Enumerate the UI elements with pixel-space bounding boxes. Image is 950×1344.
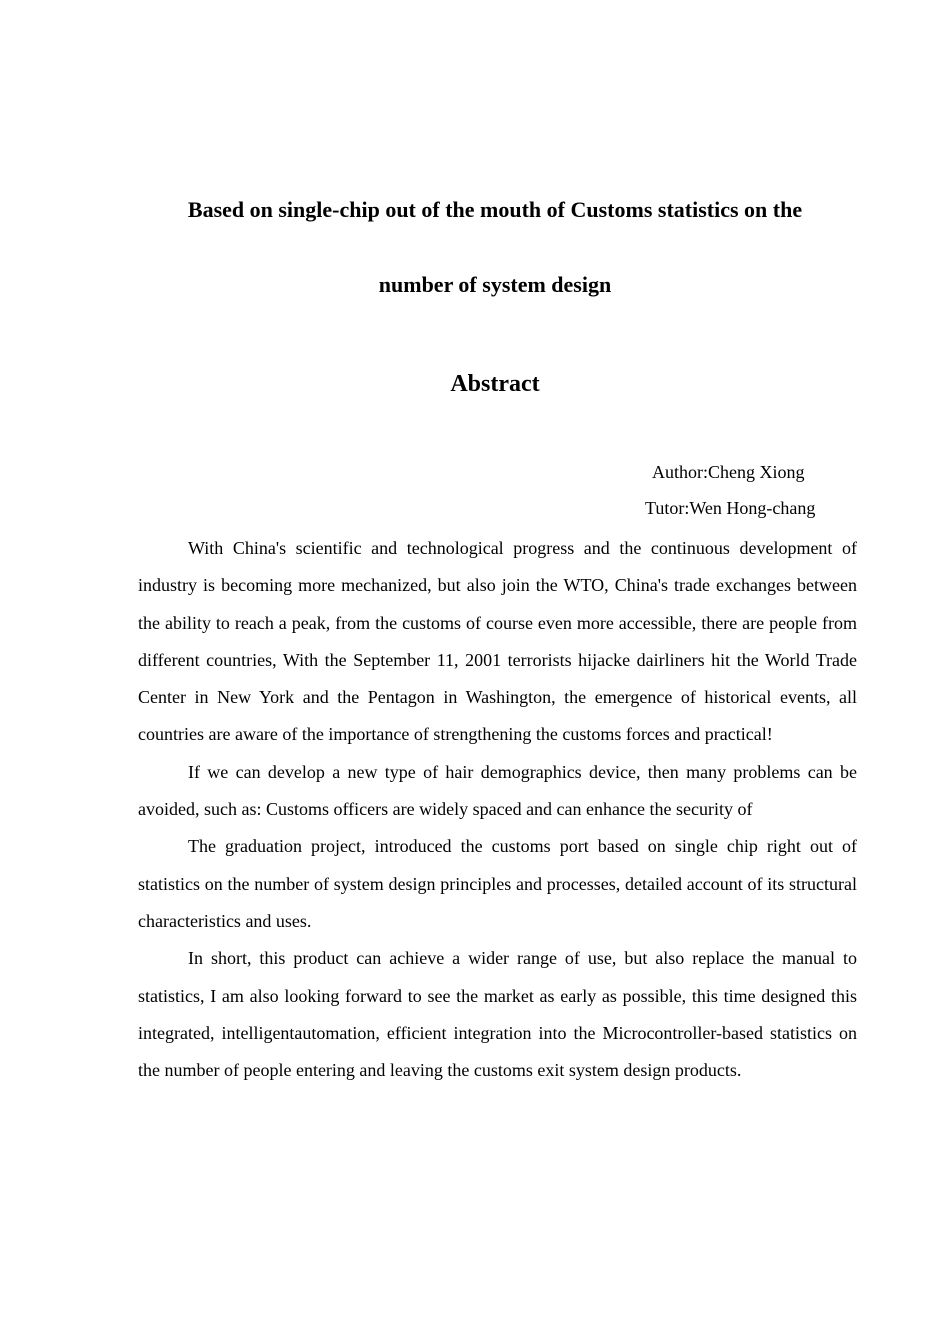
paragraph-3: The graduation project, introduced the customs port based on single chip right out of statistics on the number of system design principles and processes, detailed account of its structural characteristics and uses. xyxy=(138,836,857,931)
abstract-body xyxy=(138,530,857,1089)
title-line-1: Based on single-chip out of the mouth of Customs statistics on the xyxy=(187,197,803,222)
paragraph-1: With China's scientific and technological progress and the continuous development of industry is becoming more mechanized, but also join the WTO, China's trade exchanges between the ability to reach a peak, from the customs of course even more accessible, there are people from different countries, With the September 11, 2001 terrorists hijacke dairliners hit the World Trade Center in New York and the Pentagon in Washington, the emergence of historical events, all countries are aware of the importance of strengthening the customs forces and practical! xyxy=(138,538,857,745)
title-line-2: number of system design xyxy=(378,272,612,297)
paragraph-4: In short, this product can achieve a wider range of use, but also replace the manual to statistics, I am also looking forward to see the market as early as possible, this time designed this integrated, intelligentautomation, efficient integration into the Microcontroller-based statistics on the number of people entering and leaving the customs exit system design products. xyxy=(138,948,857,1081)
author-line: Author:Cheng Xiong xyxy=(652,462,805,482)
tutor-line: Tutor:Wen Hong-chang xyxy=(645,498,816,518)
abstract-heading: Abstract xyxy=(450,371,540,397)
paragraph-2: If we can develop a new type of hair demographics device, then many problems can be avoided, such as: Customs officers are widely spaced and can enhance the security of xyxy=(138,761,857,820)
